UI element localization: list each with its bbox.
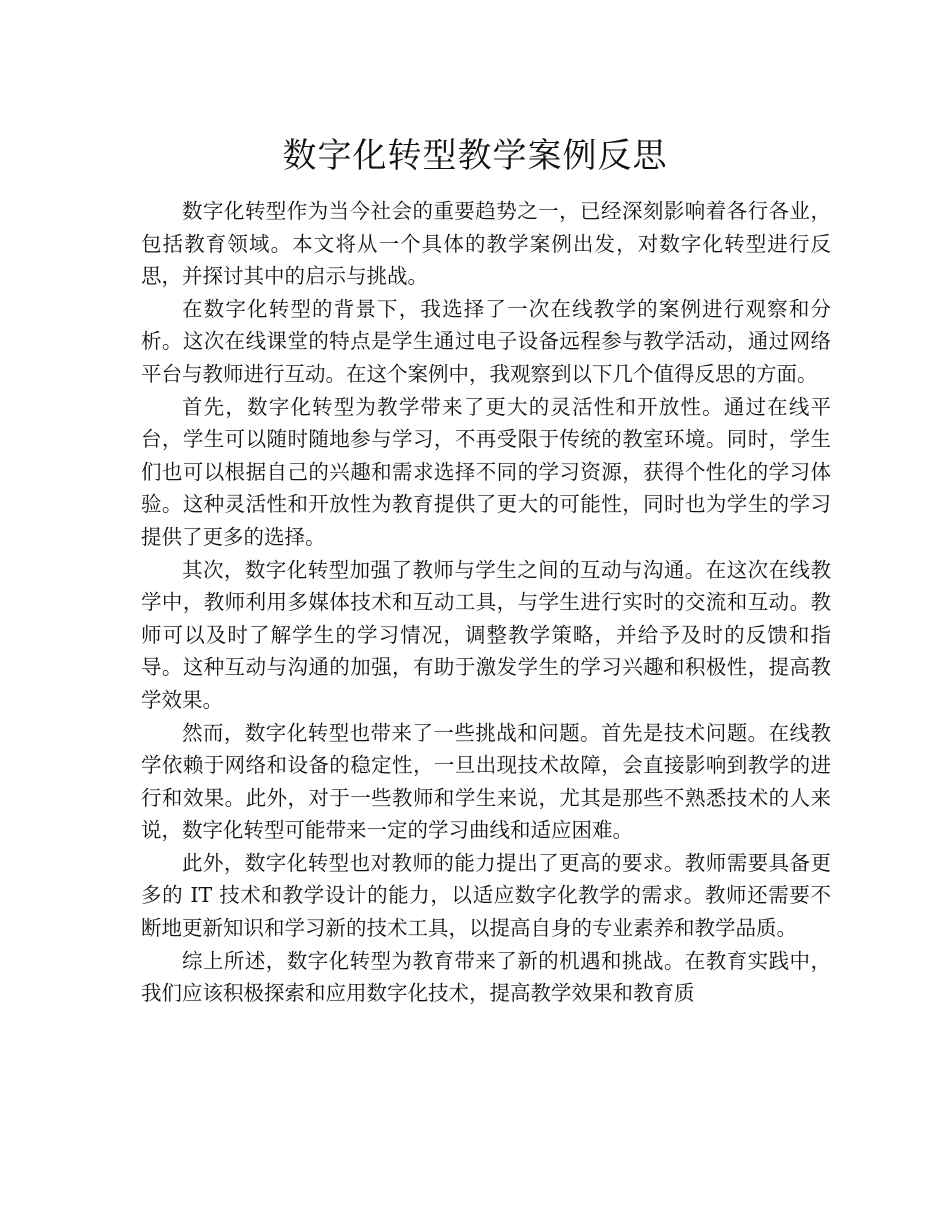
document-title: 数字化转型教学案例反思 [282, 136, 668, 176]
paragraph: 此外，数字化转型也对教师的能力提出了更高的要求。教师需要具备更多的 IT 技术和教学设计的能力，以适应数字化教学的需求。教师还需要不断地更新知识和学习新的技术工具，以提高自身的专业素养和教学品质。 [141, 850, 831, 941]
paragraph: 然而，数字化转型也带来了一些挑战和问题。首先是技术问题。在线教学依赖于网络和设备的稳定性，一旦出现技术故障，会直接影响到教学的进行和效果。此外，对于一些教师和学生来说，尤其是那些不熟悉技术的人来说，数字化转型可能带来一定的学习曲线和适应困难。 [141, 720, 831, 843]
paragraph: 首先，数字化转型为教学带来了更大的灵活性和开放性。通过在线平台，学生可以随时随地参与学习，不再受限于传统的教室环境。同时，学生们也可以根据自己的兴趣和需求选择不同的学习资源，获得个性化的学习体验。这种灵活性和开放性为教育提供了更大的可能性，同时也为学生的学习提供了更多的选择。 [141, 394, 831, 549]
paragraph: 其次，数字化转型加强了教师与学生之间的互动与沟通。在这次在线教学中，教师利用多媒体技术和互动工具，与学生进行实时的交流和互动。教师可以及时了解学生的学习情况，调整教学策略，并给予及时的反馈和指导。这种互动与沟通的加强，有助于激发学生的学习兴趣和积极性，提高教学效果。 [141, 557, 831, 712]
paragraph: 数字化转型作为当今社会的重要趋势之一，已经深刻影响着各行各业，包括教育领域。本文将从一个具体的教学案例出发，对数字化转型进行反思，并探讨其中的启示与挑战。 [141, 199, 831, 289]
document-body [141, 195, 831, 1010]
paragraph: 综上所述，数字化转型为教育带来了新的机遇和挑战。在教育实践中，我们应该积极探索和应用数字化技术，提高教学效果和教育质 [141, 948, 831, 1006]
paragraph: 在数字化转型的背景下，我选择了一次在线教学的案例进行观察和分析。这次在线课堂的特点是学生通过电子设备远程参与教学活动，通过网络平台与教师进行互动。在这个案例中，我观察到以下几个值得反思的方面。 [141, 296, 831, 386]
